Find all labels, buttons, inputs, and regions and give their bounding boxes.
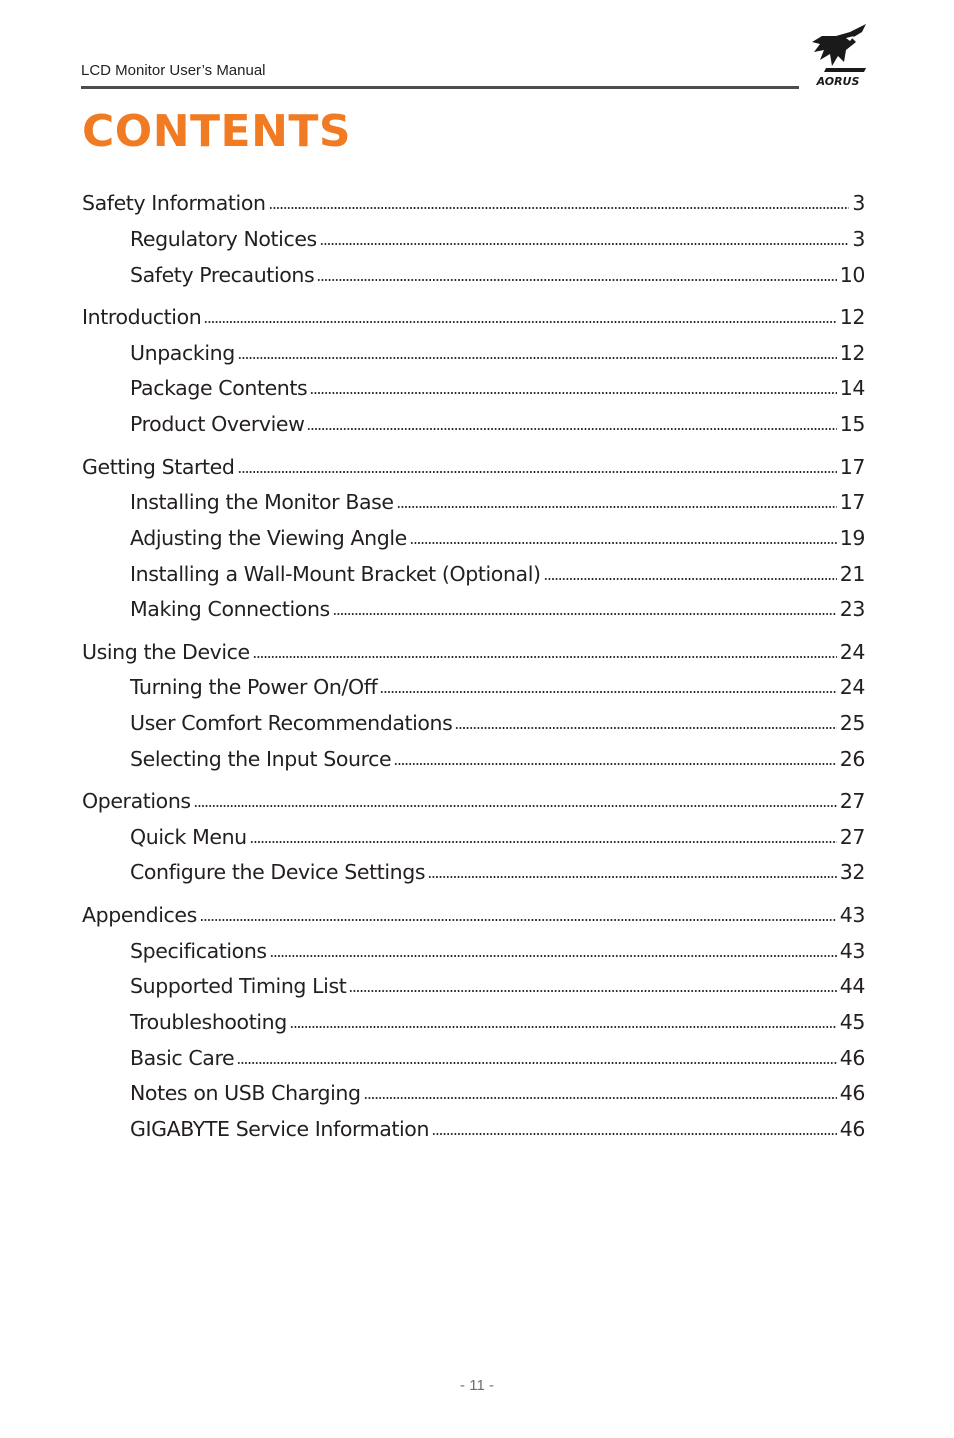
toc-subsection-entry[interactable] bbox=[130, 675, 865, 705]
page-number: - 11 - bbox=[460, 1377, 494, 1394]
dot-leader bbox=[270, 954, 837, 958]
dot-leader bbox=[204, 320, 836, 324]
dot-leader bbox=[200, 918, 837, 922]
toc-entry-label: Turning the Power On/Off bbox=[130, 675, 378, 699]
toc-entry-page-number: 44 bbox=[839, 974, 865, 998]
toc-entry-label: Package Contents bbox=[130, 376, 308, 400]
toc-entry-page-number: 27 bbox=[839, 825, 865, 849]
toc-subsection-entry[interactable] bbox=[130, 747, 865, 777]
toc-section-entry[interactable] bbox=[82, 455, 865, 485]
toc-entry-page-number: 24 bbox=[839, 640, 865, 664]
dot-leader bbox=[238, 470, 837, 474]
toc-entry-page-number: 23 bbox=[839, 597, 865, 621]
header-divider bbox=[81, 86, 799, 89]
dot-leader bbox=[349, 989, 836, 993]
toc-section-entry[interactable] bbox=[82, 191, 865, 221]
toc-entry-page-number: 26 bbox=[839, 747, 865, 771]
toc-entry-label: Specifications bbox=[130, 939, 267, 963]
aorus-logo-icon bbox=[806, 22, 870, 90]
toc-subsection-entry[interactable] bbox=[130, 939, 865, 969]
toc-entry-label: Safety Information bbox=[82, 191, 266, 215]
toc-entry-page-number: 17 bbox=[839, 455, 865, 479]
toc-subsection-entry[interactable] bbox=[130, 711, 865, 741]
toc-subsection-entry[interactable] bbox=[130, 341, 865, 371]
dot-leader bbox=[320, 242, 850, 246]
toc-subsection-entry[interactable] bbox=[130, 227, 865, 257]
dot-leader bbox=[290, 1025, 837, 1029]
toc-entry-label: Installing the Monitor Base bbox=[130, 490, 394, 514]
toc-subsection-entry[interactable] bbox=[130, 597, 865, 627]
toc-entry-label: Making Connections bbox=[130, 597, 330, 621]
toc-entry-label: Safety Precautions bbox=[130, 263, 315, 287]
toc-section-entry[interactable] bbox=[82, 305, 865, 335]
toc-entry-label: User Comfort Recommendations bbox=[130, 711, 453, 735]
toc-entry-page-number: 27 bbox=[839, 789, 865, 813]
toc-subsection-entry[interactable] bbox=[130, 526, 865, 556]
toc-entry-label: Regulatory Notices bbox=[130, 227, 317, 251]
toc-entry-page-number: 14 bbox=[839, 376, 865, 400]
toc-section-entry[interactable] bbox=[82, 640, 865, 670]
toc-entry-page-number: 21 bbox=[839, 562, 865, 586]
dot-leader bbox=[238, 356, 837, 360]
dot-leader bbox=[253, 655, 837, 659]
toc-entry-page-number: 19 bbox=[839, 526, 865, 550]
toc-subsection-entry[interactable] bbox=[130, 412, 865, 442]
toc-entry-label: Adjusting the Viewing Angle bbox=[130, 526, 407, 550]
dot-leader bbox=[333, 612, 837, 616]
dot-leader bbox=[310, 391, 836, 395]
toc-entry-label: Supported Timing List bbox=[130, 974, 347, 998]
toc-entry-page-number: 17 bbox=[839, 490, 865, 514]
toc-entry-page-number: 25 bbox=[839, 711, 865, 735]
toc-entry-page-number: 3 bbox=[852, 191, 865, 215]
toc-entry-label: Configure the Device Settings bbox=[130, 860, 426, 884]
toc-entry-page-number: 46 bbox=[839, 1117, 865, 1141]
dot-leader bbox=[544, 577, 837, 581]
dot-leader bbox=[380, 690, 836, 694]
toc-subsection-entry[interactable] bbox=[130, 825, 865, 855]
dot-leader bbox=[250, 840, 837, 844]
dot-leader bbox=[237, 1061, 836, 1065]
toc-subsection-entry[interactable] bbox=[130, 1117, 865, 1147]
toc-entry-page-number: 3 bbox=[852, 227, 865, 251]
dot-leader bbox=[410, 541, 837, 545]
toc-entry-page-number: 12 bbox=[839, 305, 865, 329]
toc-entry-label: GIGABYTE Service Information bbox=[130, 1117, 430, 1141]
dot-leader bbox=[394, 762, 836, 766]
toc-entry-label: Unpacking bbox=[130, 341, 235, 365]
dot-leader bbox=[317, 278, 836, 282]
toc-section-entry[interactable] bbox=[82, 789, 865, 819]
toc-entry-label: Quick Menu bbox=[130, 825, 247, 849]
toc-entry-label: Getting Started bbox=[82, 455, 235, 479]
document-title: LCD Monitor User’s Manual bbox=[81, 62, 266, 79]
toc-entry-label: Troubleshooting bbox=[130, 1010, 287, 1034]
toc-entry-label: Introduction bbox=[82, 305, 202, 329]
toc-entry-label: Operations bbox=[82, 789, 191, 813]
toc-entry-label: Installing a Wall-Mount Bracket (Optional) bbox=[130, 562, 541, 586]
toc-entry-page-number: 43 bbox=[839, 903, 865, 927]
toc-subsection-entry[interactable] bbox=[130, 974, 865, 1004]
dot-leader bbox=[307, 427, 836, 431]
dot-leader bbox=[364, 1096, 837, 1100]
dot-leader bbox=[269, 206, 850, 210]
page-heading: CONTENTS bbox=[82, 106, 352, 157]
dot-leader bbox=[428, 875, 837, 879]
toc-subsection-entry[interactable] bbox=[130, 562, 865, 592]
toc-entry-page-number: 46 bbox=[839, 1081, 865, 1105]
toc-entry-page-number: 32 bbox=[839, 860, 865, 884]
toc-entry-label: Product Overview bbox=[130, 412, 305, 436]
toc-entry-page-number: 24 bbox=[839, 675, 865, 699]
toc-entry-label: Using the Device bbox=[82, 640, 250, 664]
toc-entry-page-number: 15 bbox=[839, 412, 865, 436]
toc-entry-page-number: 43 bbox=[839, 939, 865, 963]
toc-entry-page-number: 12 bbox=[839, 341, 865, 365]
toc-entry-label: Notes on USB Charging bbox=[130, 1081, 361, 1105]
toc-subsection-entry[interactable] bbox=[130, 1046, 865, 1076]
toc-entry-page-number: 45 bbox=[839, 1010, 865, 1034]
dot-leader bbox=[397, 505, 837, 509]
toc-subsection-entry[interactable] bbox=[130, 1010, 865, 1040]
toc-subsection-entry[interactable] bbox=[130, 860, 865, 890]
toc-entry-label: Appendices bbox=[82, 903, 197, 927]
toc-subsection-entry[interactable] bbox=[130, 376, 865, 406]
toc-subsection-entry[interactable] bbox=[130, 1081, 865, 1111]
toc-entry-page-number: 46 bbox=[839, 1046, 865, 1070]
dot-leader bbox=[194, 804, 837, 808]
toc-section-entry[interactable] bbox=[82, 903, 865, 933]
dot-leader bbox=[432, 1132, 837, 1136]
toc-entry-label: Basic Care bbox=[130, 1046, 235, 1070]
dot-leader bbox=[455, 726, 836, 730]
toc-entry-label: Selecting the Input Source bbox=[130, 747, 392, 771]
toc-subsection-entry[interactable] bbox=[130, 490, 865, 520]
logo-wordmark: AORUS bbox=[816, 75, 860, 88]
toc-subsection-entry[interactable] bbox=[130, 263, 865, 293]
toc-entry-page-number: 10 bbox=[839, 263, 865, 287]
